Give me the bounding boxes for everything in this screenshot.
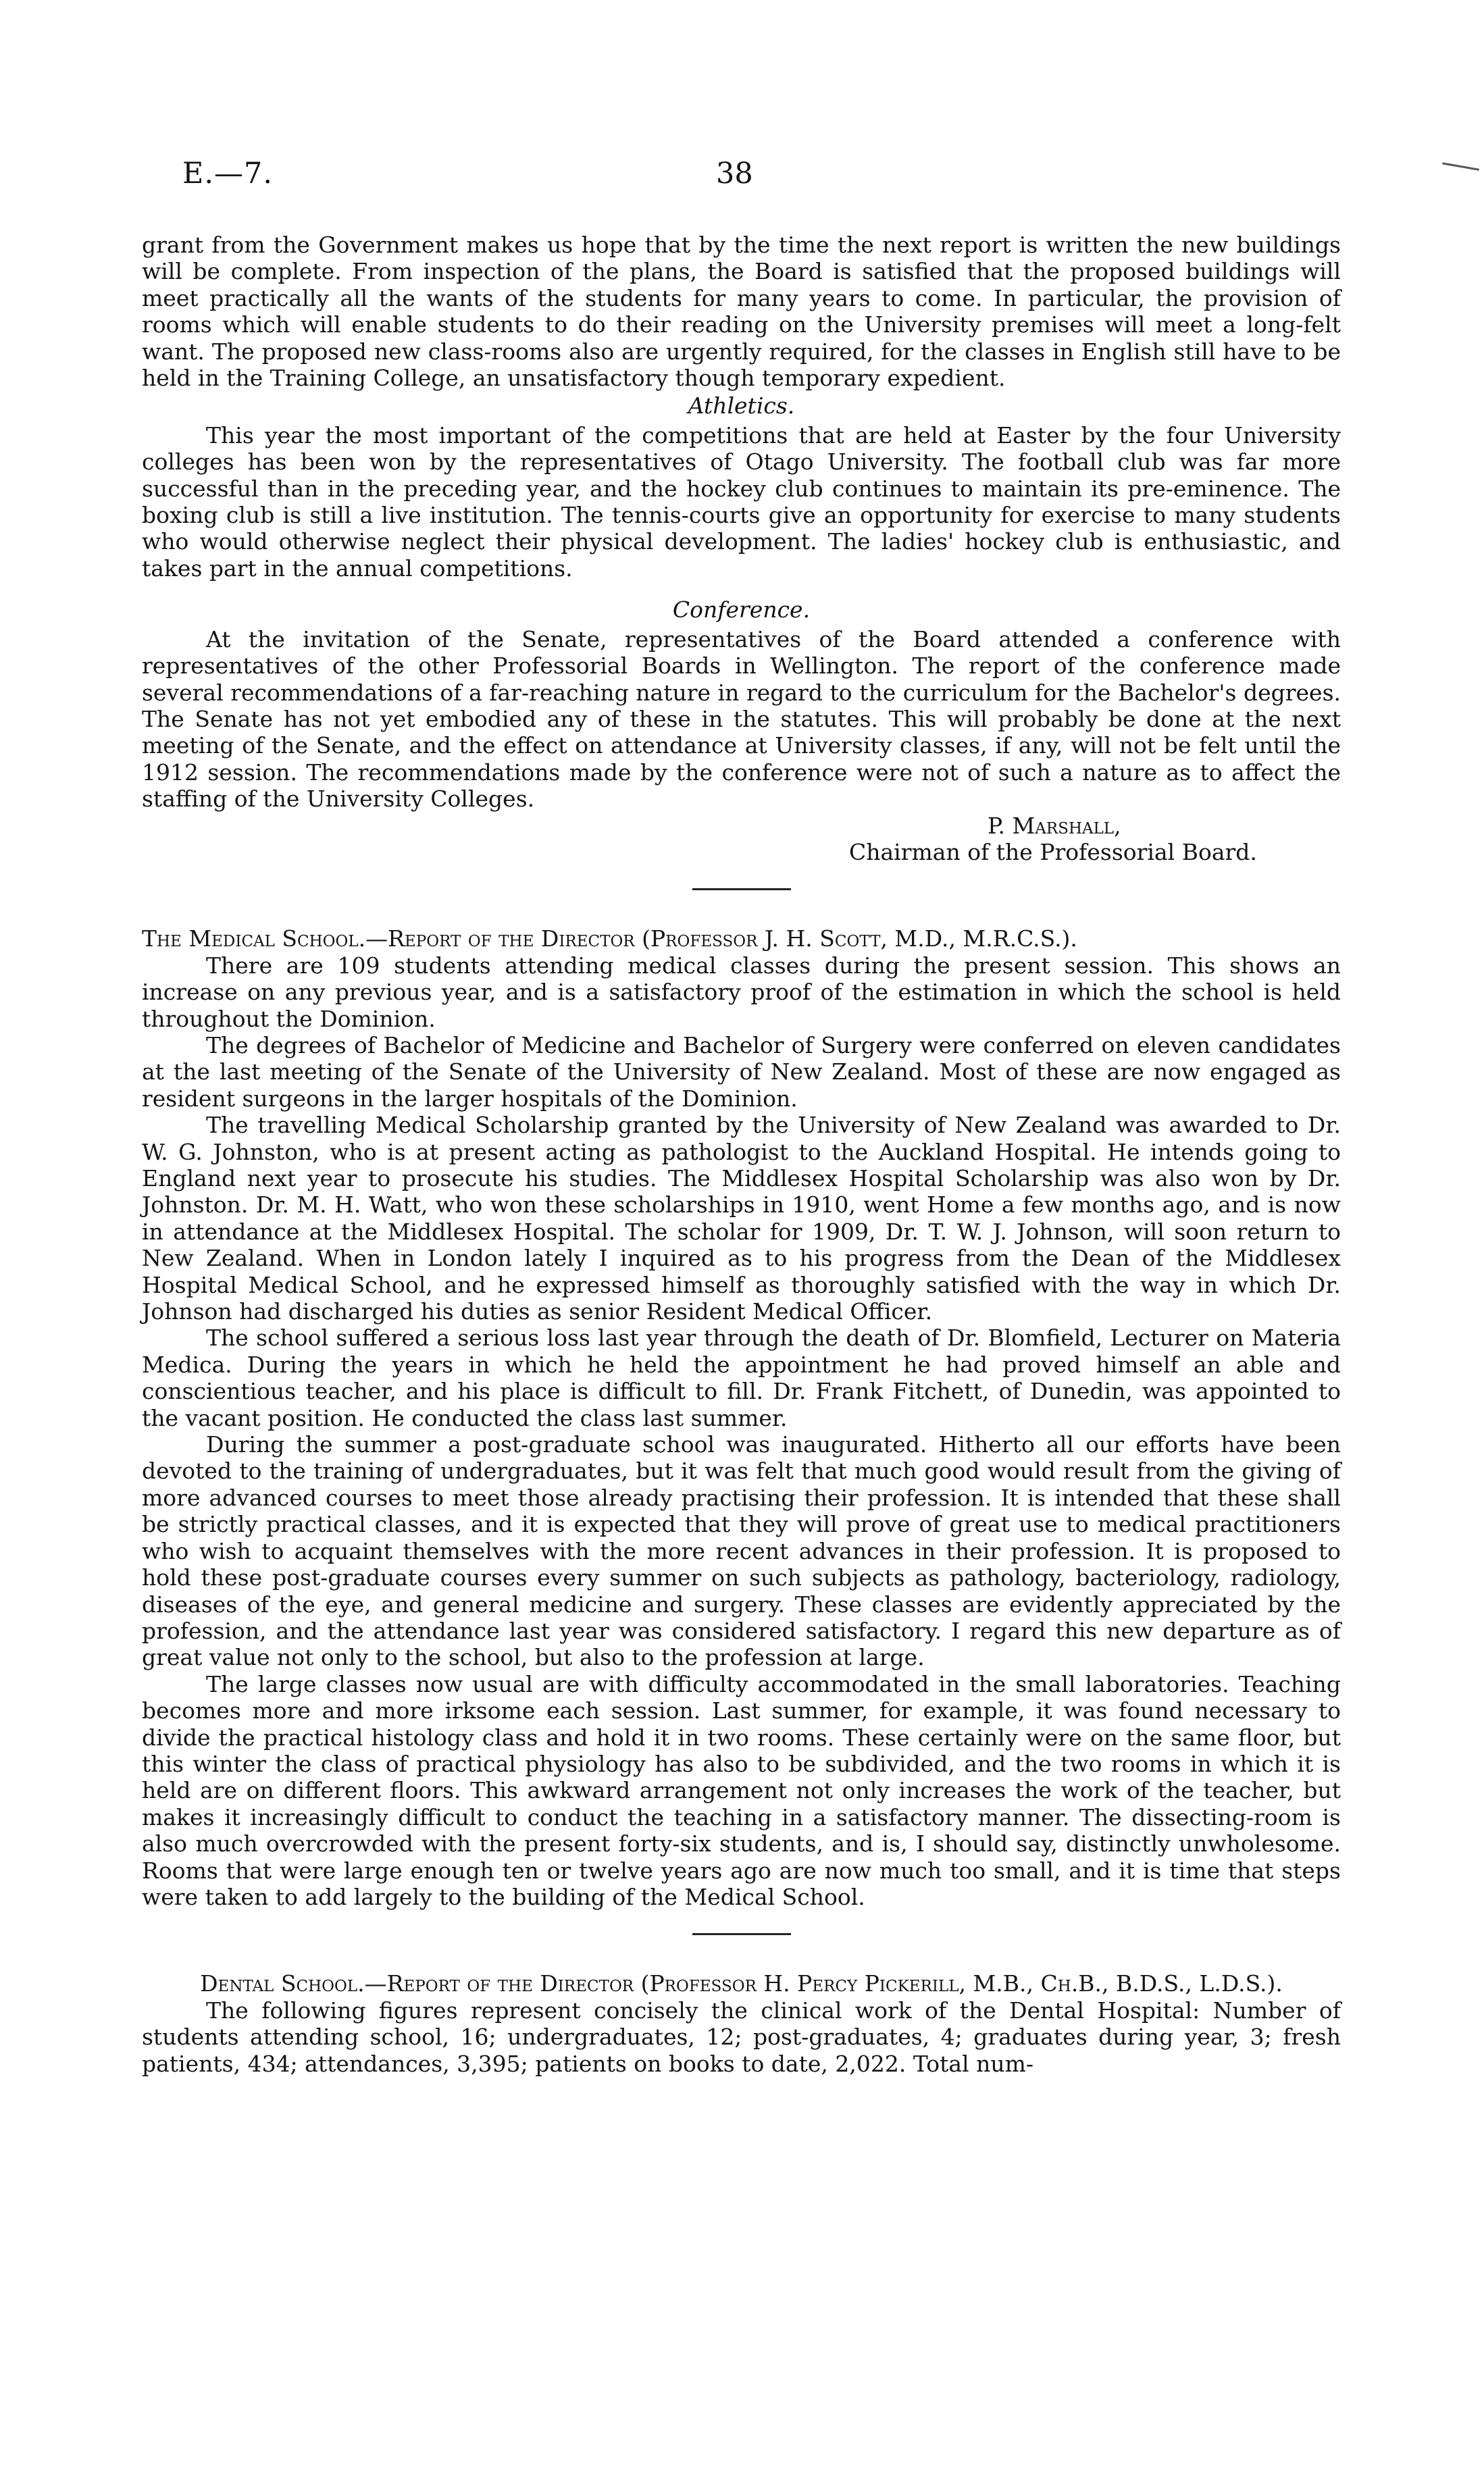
document-reference: E.—7. xyxy=(182,157,274,190)
signature-title: Chairman of the Professorial Board. xyxy=(849,838,1257,865)
dental-paragraph: The following figures represent concisely the clinical work of the Dental Hospital: Number of students attending school, 16; undergraduates, 12; post-graduates, 4; graduates during year, 3; fresh patients, 434; attendances, 3,395; patients on books to date, 2,022. Total num- xyxy=(142,1997,1341,2077)
medical-paragraph: The travelling Medical Scholarship granted by the University of New Zealand was awarded to Dr. W. G. Johnston, who is at present acting as pathologist to the Auckland Hospital. He intends going to England next year to prosecute his studies. The Middlesex Hospital Scholarship was also won by Dr. Johnston. Dr. M. H. Watt, who won these scholarships in 1910, went Home a few months ago, and is now in attendance at the Middlesex Hospital. The scholar for 1909, Dr. T. W. J. Johnson, will soon return to New Zealand. When in London lately I inquired as to his progress from the Dean of the Middlesex Hospital Medical School, and he expressed himself as thoroughly satisfied with the way in which Dr. Johnson had discharged his duties as senior Resident Medical Officer. xyxy=(142,1112,1341,1325)
scan-mark xyxy=(1442,162,1479,171)
conference-paragraph: At the invitation of the Senate, representatives of the Board attended a conference with representatives of the other Professorial Boards in Wellington. The report of the conference made several recommendations of a far-reaching nature in regard to the curriculum for the Bachelor's degrees. The Senate has not yet embodied any of these in the statutes. This will probably be done at the next meeting of the Senate, and the effect on attendance at University classes, if any, will not be felt until the 1912 session. The recommendations made by the conference were not of such a nature as to affect the staffing of the University Colleges. xyxy=(142,625,1341,813)
conference-heading: Conference. xyxy=(672,596,811,623)
medical-paragraph: During the summer a post-graduate school was inaugurated. Hitherto all our efforts have been devoted to the training of undergraduates, but it was felt that much good would result from the giving of more advanced courses to meet those already practising their profession. It is intended that these shall be strictly practical classes, and it is expected that they will prove of great use to medical practitioners who wish to acquaint themselves with the more recent advances in their profession. It is proposed to hold these post-graduate courses every summer on such subjects as pathology, bacteriology, radiology, diseases of the eye, and general medicine and surgery. These classes are evidently appreciated by the profession, and the attendance last year was considered satisfactory. I regard this new departure as of great value not only to the school, but also to the profession at large. xyxy=(142,1431,1341,1671)
medical-paragraph: The large classes now usual are with difficulty accommodated in the small laboratories. Teaching becomes more and more irksome each session. Last summer, for example, it was found necessary to divide the practical histology class and hold it in two rooms. These certainly were on the same floor, but this winter the class of practical physiology has also to be subdivided, and the two rooms in which it is held are on different floors. This awkward arrangement not only increases the work of the teacher, but makes it increasingly difficult to conduct the teaching in a satisfactory manner. The dissecting-room is also much overcrowded with the present forty-six students, and is, I should say, distinctly unwholesome. Rooms that were large enough ten or twelve years ago are now much too small, and it is time that steps were taken to add largely to the building of the Medical School. xyxy=(142,1670,1341,1910)
page-header xyxy=(182,157,1331,197)
document-body xyxy=(142,232,1341,2077)
intro-paragraph: grant from the Government makes us hope that by the time the next report is written the new buildings will be complete. From inspection of the plans, the Board is satisfied that the proposed buildings will meet practically all the wants of the students for many years to come. In particular, the provision of rooms which will enable students to do their reading on the University premises will meet a long-felt want. The proposed new class-rooms also are urgently required, for the classes in English still have to be held in the Training College, an unsatisfactory though temporary expedient. xyxy=(142,232,1341,392)
signature-name: P. Marshall, xyxy=(988,812,1121,839)
athletics-paragraph: This year the most important of the competitions that are held at Easter by the four University colleges has been won by the representatives of Otago University. The football club was far more successful than in the preceding year, and the hockey club continues to maintain its pre-eminence. The boxing club is still a live institution. The tennis-courts give an opportunity for exercise to many students who would otherwise neglect their physical development. The ladies' hockey club is enthusiastic, and takes part in the annual competitions. xyxy=(142,421,1341,582)
medical-paragraph: The school suffered a serious loss last year through the death of Dr. Blomfield, Lecturer on Materia Medica. During the years in which he held the appointment he had proved himself an able and conscientious teacher, and his place is difficult to fill. Dr. Frank Fitchett, of Dunedin, was appointed to the vacant position. He conducted the class last summer. xyxy=(142,1325,1341,1431)
athletics-heading: Athletics. xyxy=(688,392,795,419)
medical-paragraph: The degrees of Bachelor of Medicine and Bachelor of Surgery were conferred on eleven candidates at the last meeting of the Senate of the University of New Zealand. Most of these are now engaged as resident surgeons in the larger hospitals of the Dominion. xyxy=(142,1031,1341,1112)
medical-paragraph: There are 109 students attending medical classes during the present session. This shows an increase on any previous year, and is a satisfactory proof of the estimation in which the school is held throughout the Dominion. xyxy=(142,952,1341,1032)
dental-school-heading: Dental School.—Report of the Director (Professor H. Percy Pickerill, M.B., Ch.B., B.D.S., L.D.S.). xyxy=(200,1970,1283,1997)
page-number: 38 xyxy=(716,157,753,190)
medical-school-heading: The Medical School.—Report of the Director (Professor J. H. Scott, M.D., M.R.C.S.). xyxy=(142,925,1077,952)
section-divider xyxy=(692,888,791,890)
section-divider xyxy=(692,1933,791,1935)
